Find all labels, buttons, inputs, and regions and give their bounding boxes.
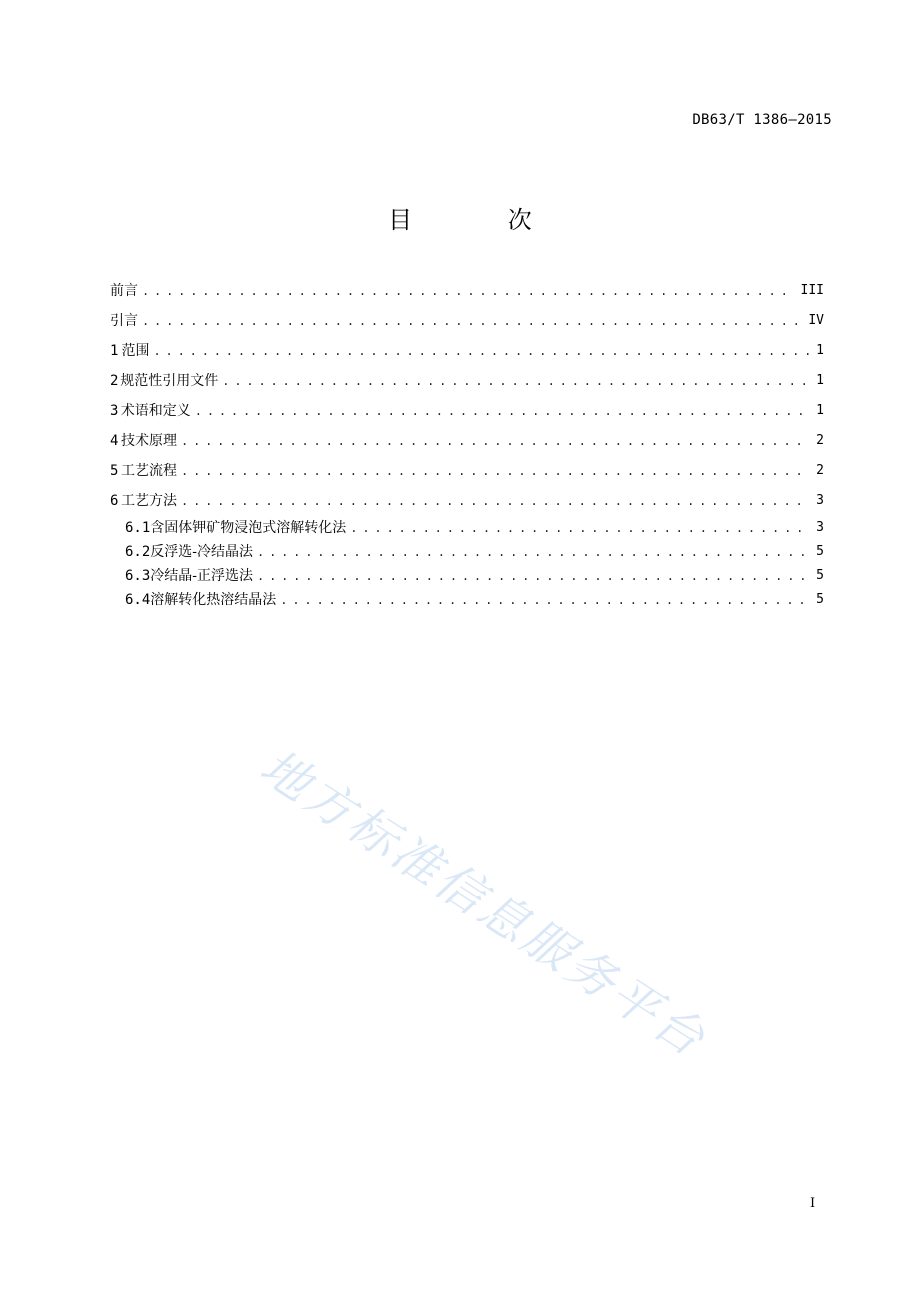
dot-leader — [142, 282, 795, 300]
toc-entry-page: 5 — [816, 592, 824, 607]
toc-entry-title: 反浮选-冷结晶法 — [150, 544, 254, 560]
toc-title: 目 次 — [388, 206, 576, 234]
toc-entry-title: 术语和定义 — [120, 403, 191, 419]
toc-entry-number: 6.3 — [125, 568, 151, 584]
toc-entry-page: III — [800, 283, 824, 298]
toc-entry-page: 1 — [816, 403, 824, 418]
toc-entry-6-1[interactable] — [110, 516, 824, 540]
dot-leader — [181, 432, 810, 450]
toc-entry-page: IV — [808, 313, 824, 328]
toc-entry-5[interactable] — [110, 456, 824, 486]
toc-entry-1[interactable] — [110, 336, 824, 366]
toc-entry-page: 1 — [816, 343, 824, 358]
toc-entry-6-2[interactable] — [110, 540, 824, 564]
dot-leader — [257, 567, 810, 585]
dot-leader — [257, 543, 810, 561]
toc-entry-6-4[interactable] — [110, 588, 824, 612]
document-code: DB63/T 1386—2015 — [692, 112, 832, 128]
toc-entry-title: 前言 — [110, 283, 138, 299]
watermark: 地方标准信息服务平台 — [250, 738, 717, 1069]
dot-leader — [181, 462, 810, 480]
dot-leader — [280, 591, 810, 609]
toc-entry-page: 2 — [816, 463, 824, 478]
toc-entry-number: 6.2 — [125, 544, 151, 560]
toc-entry-title: 含固体钾矿物浸泡式溶解转化法 — [150, 520, 347, 536]
toc-entry-number: 4 — [110, 433, 119, 449]
toc-entry-4[interactable] — [110, 426, 824, 456]
table-of-contents — [110, 276, 824, 612]
dot-leader — [195, 402, 810, 420]
toc-entry-3[interactable] — [110, 396, 824, 426]
toc-entry-title: 范围 — [121, 343, 150, 359]
toc-entry-title: 规范性引用文件 — [120, 373, 219, 389]
toc-entry-title: 工艺流程 — [121, 463, 178, 479]
toc-entry-number: 6.1 — [125, 520, 151, 536]
toc-entry-6[interactable] — [110, 486, 824, 516]
toc-entry-title: 引言 — [110, 313, 138, 329]
toc-entry-preface[interactable] — [110, 276, 824, 306]
toc-entry-page: 5 — [816, 544, 824, 559]
toc-entry-introduction[interactable] — [110, 306, 824, 336]
toc-entry-number: 1 — [110, 343, 119, 359]
toc-entry-page: 3 — [816, 493, 824, 508]
dot-leader — [181, 492, 810, 510]
toc-entry-page: 3 — [816, 520, 824, 535]
dot-leader — [222, 372, 810, 390]
dot-leader — [154, 342, 811, 360]
toc-entry-number: 3 — [110, 403, 119, 419]
dot-leader — [350, 519, 810, 537]
toc-entry-page: 5 — [816, 568, 824, 583]
toc-entry-number: 6.4 — [125, 592, 151, 608]
toc-entry-title: 工艺方法 — [121, 493, 178, 509]
page-number: I — [810, 1196, 816, 1211]
toc-entry-title: 冷结晶-正浮选法 — [150, 568, 254, 584]
toc-entry-number: 6 — [110, 493, 119, 509]
dot-leader — [142, 312, 802, 330]
toc-entry-page: 2 — [816, 433, 824, 448]
toc-entry-title: 溶解转化热溶结晶法 — [150, 592, 277, 608]
toc-entry-title: 技术原理 — [121, 433, 178, 449]
toc-entry-number: 5 — [110, 463, 119, 479]
toc-entry-page: 1 — [816, 373, 824, 388]
toc-entry-number: 2 — [110, 373, 119, 389]
toc-entry-6-3[interactable] — [110, 564, 824, 588]
toc-entry-2[interactable] — [110, 366, 824, 396]
